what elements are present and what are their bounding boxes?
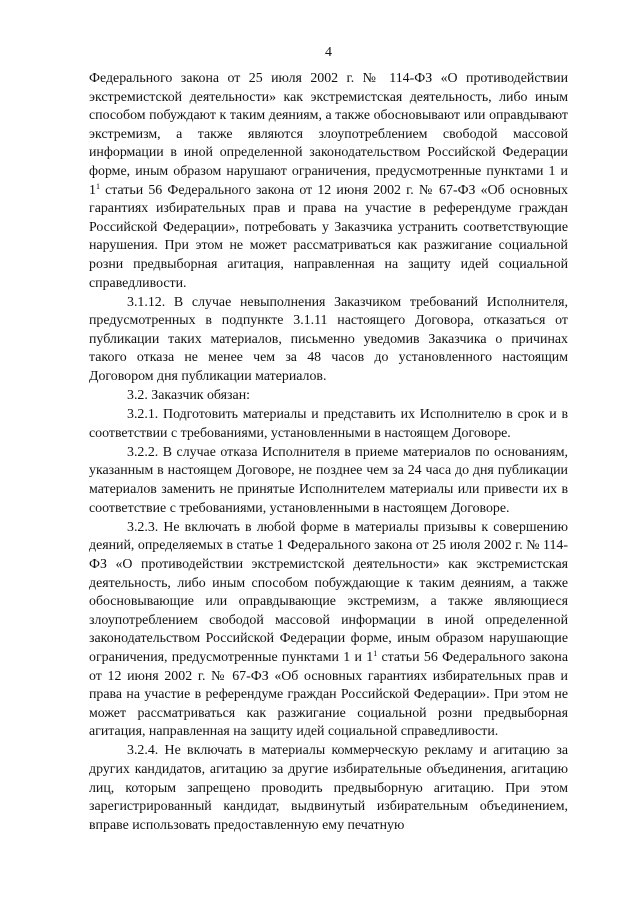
paragraph-3-2: 3.2. Заказчик обязан: bbox=[127, 388, 250, 404]
paragraph-text: статьи 56 Федерального закона от 12 июня 2002 г. № 67-ФЗ «Об основных гарантиях избирательных прав и права на участие в референдуме граждан Российской Федерации», потребовать у Заказчика устранить соответствующие нарушения. При этом не может рассматриваться как разжигание социальной розни предвыборная агитация, направленная на защиту идей социальной справедливости. bbox=[89, 182, 568, 291]
paragraph-3-2-4: 3.2.4. Не включать в материалы коммерческую рекламу и агитацию за других кандидатов, агитацию за другие избирательные объединения, агитацию лиц, которым запрещено проводить предвыборную агитацию. При этом зарегистрированный кандидат, выдвинутый избирательным объединением, вправе использовать предоставленную ему печатную bbox=[89, 743, 568, 833]
page-number: 4 bbox=[325, 45, 332, 60]
paragraph-text: 3.2.3. Не включать в любой форме в материалы призывы к совершению деяний, определяемых в статье 1 Федерального закона от 25 июля 2002 г. № 114-ФЗ «О противодействии экстремистской деятельности» как экстремистская деятельность, либо иным способом побуждающие к таким деяниям, а также обосновывающие или оправдывающие экстремизм, а также являющиеся злоупотреблением свободой массовой информации в иной определенной законодательством Российской Федерации форме, иным образом нарушающие ограничения, предусмотренные пунктами 1 и 1 bbox=[89, 519, 568, 665]
paragraph-3-2-2: 3.2.2. В случае отказа Исполнителя в приеме материалов по основаниям, указанным в настоящем Договоре, не позднее чем за 24 часа до дня публикации материалов заменить не принятые Исполнителем материалы или привести их в соответствие с требованиями, установленными в настоящем Договоре. bbox=[89, 444, 568, 516]
paragraph-3-2-1: 3.2.1. Подготовить материалы и представить их Исполнителю в срок и в соответствии с требованиями, установленными в настоящем Договоре. bbox=[89, 407, 568, 441]
superscript: 1 bbox=[95, 181, 100, 191]
paragraph-continuation bbox=[89, 70, 568, 293]
paragraph-3-1-12: 3.1.12. В случае невыполнения Заказчиком требований Исполнителя, предусмотренных в подпункте 3.1.11 настоящего Договора, отказаться от публикации таких материалов, письменно уведомив Заказчика о причинах такого отказа не менее чем за 48 часов до установленного настоящим Договором дня публикации материалов. bbox=[89, 294, 568, 384]
paragraph-text: Федерального закона от 25 июля 2002 г. № 114-ФЗ «О противодействии экстремистской деятельности» как экстремистская деятельность, либо иным способом побуждают к таким деяниям, а также обосновывают или оправдывают экстремизм, а также являются злоупотреблением свободой массовой информации в иной определенной законодательством Российской Федерации форме, иным образом нарушают ограничения, предусмотренные пунктами 1 и 1 bbox=[89, 71, 568, 198]
superscript: 1 bbox=[373, 648, 378, 658]
paragraph-text: статьи 56 Федерального закона от 12 июня 2002 г. № 67-ФЗ «Об основных гарантиях избирательных прав и права на участие в референдуме граждан Российской Федерации». При этом не может рассматриваться как разжигание социальной розни предвыборная агитация, направленная на защиту идей социальной справедливости. bbox=[89, 649, 568, 740]
paragraph-3-2-3 bbox=[89, 519, 568, 742]
